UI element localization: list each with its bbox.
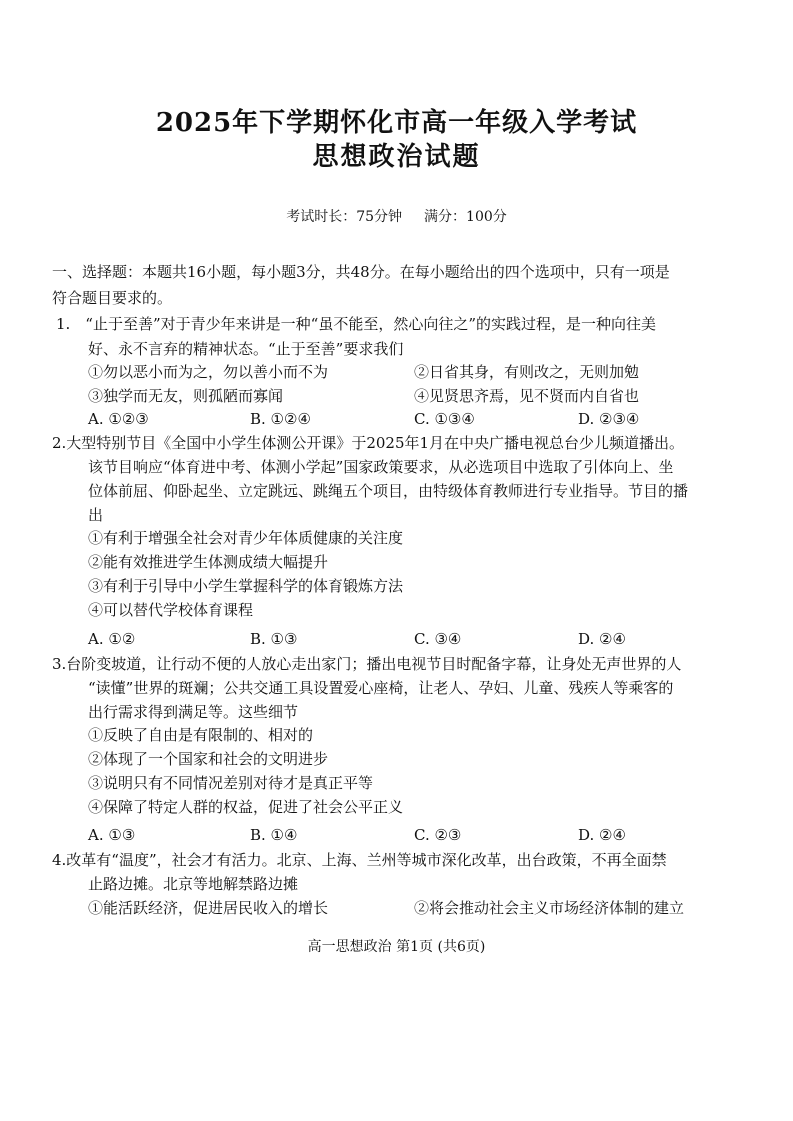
option-a: A. ①②③ xyxy=(88,410,149,428)
question-stem-line: 止路边摊。北京等地解禁路边摊 xyxy=(88,875,299,893)
statement: ③说明只有不同情况差别对待才是真正平等 xyxy=(88,774,374,792)
statement: ②将会推动社会主义市场经济体制的建立 xyxy=(414,899,685,917)
option-b: B. ①④ xyxy=(250,826,298,844)
statement: ④见贤思齐焉，见不贤而内自省也 xyxy=(414,387,640,405)
option-c: C. ③④ xyxy=(414,630,462,648)
question-stem-line: 好、永不言弃的精神状态。“止于至善”要求我们 xyxy=(88,340,404,358)
question-stem-line: 2.大型特别节目《全国中小学生体测公开课》于2025年1月在中央广播电视总台少儿频道播出。 xyxy=(52,434,685,452)
exam-info xyxy=(0,206,793,226)
statement: ①反映了自由是有限制的、相对的 xyxy=(88,726,314,744)
question-stem-line: 出 xyxy=(88,506,104,524)
statement: ①能活跃经济，促进居民收入的增长 xyxy=(88,899,329,917)
statement: ④可以替代学校体育课程 xyxy=(88,601,254,619)
question-stem-line: 位体前屈、仰卧起坐、立定跳远、跳绳五个项目，由特级体育教师进行专业指导。节目的播 xyxy=(88,482,689,500)
exam-duration: 考试时长：75分钟 xyxy=(286,209,403,225)
statement: ③独学而无友，则孤陋而寡闻 xyxy=(88,387,284,405)
statement: ①有利于增强全社会对青少年体质健康的关注度 xyxy=(88,529,404,547)
option-a: A. ①② xyxy=(88,630,136,648)
option-d: D. ②③④ xyxy=(578,410,640,428)
statement: ④保障了特定人群的权益，促进了社会公平正义 xyxy=(88,798,404,816)
page-footer: 高一思想政治 第1页 (共6页) xyxy=(307,939,486,955)
question-stem-line: 该节目响应“体育进中考、体测小学起”国家政策要求，从必选项目中选取了引体向上、坐 xyxy=(88,458,674,476)
section-instruction-line: 符合题目要求的。 xyxy=(52,289,173,307)
option-b: B. ①②④ xyxy=(250,410,311,428)
option-a: A. ①③ xyxy=(88,826,136,844)
statement: ②体现了一个国家和社会的文明进步 xyxy=(88,750,329,768)
option-d: D. ②④ xyxy=(578,826,626,844)
question-stem-line: “读懂”世界的斑斓；公共交通工具设置爱心座椅，让老人、孕妇、儿童、残疾人等乘客的 xyxy=(88,679,674,697)
statement: ②日省其身，有则改之，无则加勉 xyxy=(414,363,640,381)
statement: ①勿以恶小而为之，勿以善小而不为 xyxy=(88,363,329,381)
option-c: C. ①③④ xyxy=(414,410,475,428)
statement: ③有利于引导中小学生掌握科学的体育锻炼方法 xyxy=(88,577,404,595)
exam-title: 2025年下学期怀化市高一年级入学考试 xyxy=(155,108,638,138)
exam-subtitle: 思想政治试题 xyxy=(312,142,481,172)
section-instruction-line: 一、选择题：本题共16小题，每小题3分，共48分。在每小题给出的四个选项中，只有一项是 xyxy=(52,263,670,281)
question-stem-line: 1. “止于至善”对于青少年来讲是一种“虽不能至，然心向往之”的实践过程，是一种向往美 xyxy=(56,315,656,333)
option-d: D. ②④ xyxy=(578,630,626,648)
question-stem-line: 3.台阶变坡道，让行动不便的人放心走出家门；播出电视节目时配备字幕，让身处无声世界的人 xyxy=(52,655,682,673)
exam-full-score: 满分：100分 xyxy=(424,209,507,225)
statement: ②能有效推进学生体测成绩大幅提升 xyxy=(88,553,329,571)
question-stem-line: 出行需求得到满足等。这些细节 xyxy=(88,703,299,721)
option-c: C. ②③ xyxy=(414,826,462,844)
question-stem-line: 4.改革有“温度”，社会才有活力。北京、上海、兰州等城市深化改革，出台政策，不再全面禁 xyxy=(52,851,667,869)
option-b: B. ①③ xyxy=(250,630,298,648)
